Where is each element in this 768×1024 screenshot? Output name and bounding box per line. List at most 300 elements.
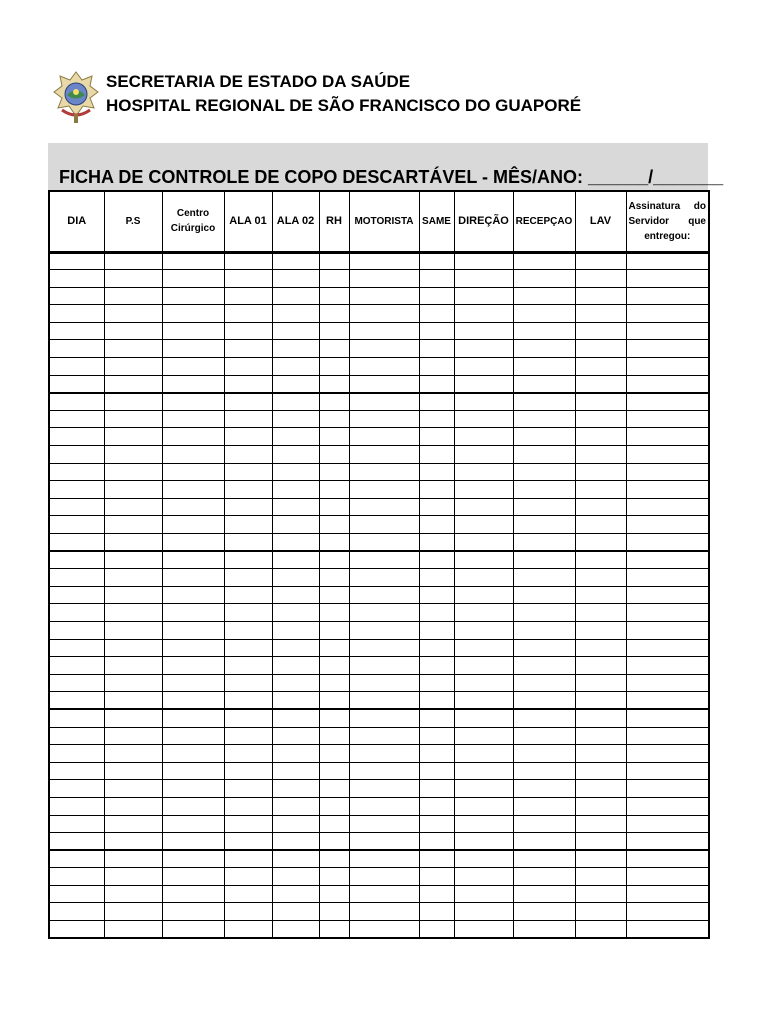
- table-cell[interactable]: [224, 621, 272, 639]
- table-cell[interactable]: [49, 762, 104, 780]
- table-cell[interactable]: [626, 850, 709, 868]
- table-cell[interactable]: [513, 270, 575, 288]
- table-cell[interactable]: [224, 569, 272, 587]
- table-cell[interactable]: [162, 463, 224, 481]
- table-cell[interactable]: [454, 481, 513, 499]
- table-cell[interactable]: [272, 551, 319, 569]
- table-cell[interactable]: [419, 516, 454, 534]
- table-cell[interactable]: [626, 727, 709, 745]
- table-cell[interactable]: [162, 446, 224, 464]
- table-cell[interactable]: [319, 815, 349, 833]
- table-cell[interactable]: [454, 410, 513, 428]
- table-cell[interactable]: [419, 709, 454, 727]
- table-cell[interactable]: [319, 797, 349, 815]
- table-cell[interactable]: [224, 322, 272, 340]
- table-cell[interactable]: [104, 428, 162, 446]
- table-cell[interactable]: [575, 780, 626, 798]
- table-cell[interactable]: [49, 393, 104, 411]
- table-cell[interactable]: [224, 762, 272, 780]
- table-cell[interactable]: [513, 569, 575, 587]
- table-cell[interactable]: [454, 621, 513, 639]
- table-cell[interactable]: [575, 621, 626, 639]
- table-cell[interactable]: [513, 463, 575, 481]
- table-cell[interactable]: [224, 410, 272, 428]
- table-cell[interactable]: [349, 903, 419, 921]
- table-cell[interactable]: [349, 393, 419, 411]
- table-cell[interactable]: [49, 569, 104, 587]
- table-cell[interactable]: [626, 657, 709, 675]
- table-cell[interactable]: [104, 780, 162, 798]
- table-cell[interactable]: [272, 657, 319, 675]
- table-cell[interactable]: [104, 833, 162, 851]
- table-cell[interactable]: [49, 534, 104, 552]
- table-cell[interactable]: [104, 569, 162, 587]
- table-cell[interactable]: [319, 780, 349, 798]
- table-cell[interactable]: [104, 745, 162, 763]
- table-cell[interactable]: [319, 428, 349, 446]
- table-cell[interactable]: [162, 516, 224, 534]
- table-cell[interactable]: [626, 745, 709, 763]
- table-cell[interactable]: [513, 621, 575, 639]
- table-cell[interactable]: [575, 322, 626, 340]
- table-cell[interactable]: [104, 868, 162, 886]
- table-cell[interactable]: [104, 797, 162, 815]
- table-cell[interactable]: [419, 428, 454, 446]
- table-cell[interactable]: [575, 815, 626, 833]
- table-cell[interactable]: [319, 358, 349, 376]
- table-cell[interactable]: [454, 833, 513, 851]
- table-cell[interactable]: [349, 815, 419, 833]
- table-cell[interactable]: [162, 692, 224, 710]
- table-cell[interactable]: [626, 516, 709, 534]
- table-cell[interactable]: [162, 375, 224, 393]
- table-cell[interactable]: [626, 375, 709, 393]
- table-cell[interactable]: [224, 885, 272, 903]
- table-cell[interactable]: [319, 270, 349, 288]
- table-cell[interactable]: [272, 446, 319, 464]
- table-cell[interactable]: [419, 692, 454, 710]
- table-cell[interactable]: [104, 903, 162, 921]
- table-cell[interactable]: [272, 252, 319, 270]
- table-cell[interactable]: [319, 903, 349, 921]
- table-cell[interactable]: [104, 727, 162, 745]
- table-cell[interactable]: [454, 375, 513, 393]
- table-cell[interactable]: [224, 833, 272, 851]
- table-cell[interactable]: [49, 727, 104, 745]
- table-cell[interactable]: [454, 903, 513, 921]
- table-cell[interactable]: [513, 375, 575, 393]
- table-cell[interactable]: [104, 657, 162, 675]
- table-cell[interactable]: [272, 709, 319, 727]
- table-cell[interactable]: [104, 410, 162, 428]
- table-cell[interactable]: [454, 569, 513, 587]
- table-cell[interactable]: [49, 375, 104, 393]
- table-cell[interactable]: [626, 868, 709, 886]
- table-cell[interactable]: [224, 692, 272, 710]
- table-cell[interactable]: [626, 393, 709, 411]
- table-cell[interactable]: [349, 516, 419, 534]
- table-cell[interactable]: [419, 604, 454, 622]
- table-cell[interactable]: [575, 674, 626, 692]
- table-cell[interactable]: [49, 586, 104, 604]
- table-cell[interactable]: [513, 287, 575, 305]
- table-cell[interactable]: [454, 252, 513, 270]
- table-cell[interactable]: [575, 446, 626, 464]
- table-cell[interactable]: [162, 428, 224, 446]
- table-cell[interactable]: [575, 252, 626, 270]
- table-cell[interactable]: [349, 410, 419, 428]
- table-cell[interactable]: [104, 322, 162, 340]
- table-cell[interactable]: [49, 674, 104, 692]
- table-cell[interactable]: [272, 586, 319, 604]
- table-cell[interactable]: [49, 358, 104, 376]
- table-cell[interactable]: [162, 252, 224, 270]
- table-cell[interactable]: [49, 463, 104, 481]
- table-cell[interactable]: [419, 340, 454, 358]
- table-cell[interactable]: [349, 446, 419, 464]
- table-cell[interactable]: [162, 410, 224, 428]
- table-cell[interactable]: [626, 797, 709, 815]
- table-cell[interactable]: [224, 481, 272, 499]
- table-cell[interactable]: [513, 762, 575, 780]
- table-cell[interactable]: [575, 745, 626, 763]
- table-cell[interactable]: [162, 833, 224, 851]
- table-cell[interactable]: [162, 727, 224, 745]
- table-cell[interactable]: [349, 657, 419, 675]
- table-cell[interactable]: [349, 551, 419, 569]
- table-cell[interactable]: [513, 393, 575, 411]
- table-cell[interactable]: [419, 797, 454, 815]
- table-cell[interactable]: [349, 780, 419, 798]
- table-cell[interactable]: [272, 674, 319, 692]
- table-cell[interactable]: [224, 586, 272, 604]
- table-cell[interactable]: [513, 868, 575, 886]
- table-cell[interactable]: [513, 446, 575, 464]
- table-cell[interactable]: [419, 446, 454, 464]
- table-cell[interactable]: [319, 639, 349, 657]
- table-cell[interactable]: [272, 340, 319, 358]
- table-cell[interactable]: [419, 358, 454, 376]
- table-cell[interactable]: [272, 481, 319, 499]
- table-cell[interactable]: [575, 657, 626, 675]
- table-cell[interactable]: [49, 797, 104, 815]
- table-cell[interactable]: [575, 709, 626, 727]
- table-cell[interactable]: [575, 340, 626, 358]
- table-cell[interactable]: [272, 375, 319, 393]
- table-cell[interactable]: [513, 481, 575, 499]
- table-cell[interactable]: [224, 780, 272, 798]
- table-cell[interactable]: [162, 850, 224, 868]
- table-cell[interactable]: [104, 287, 162, 305]
- table-cell[interactable]: [319, 498, 349, 516]
- table-cell[interactable]: [319, 375, 349, 393]
- table-cell[interactable]: [454, 657, 513, 675]
- table-cell[interactable]: [319, 727, 349, 745]
- table-cell[interactable]: [513, 498, 575, 516]
- table-cell[interactable]: [575, 463, 626, 481]
- table-cell[interactable]: [454, 797, 513, 815]
- table-cell[interactable]: [513, 692, 575, 710]
- table-cell[interactable]: [419, 833, 454, 851]
- table-cell[interactable]: [104, 270, 162, 288]
- table-cell[interactable]: [104, 674, 162, 692]
- table-cell[interactable]: [454, 305, 513, 323]
- table-cell[interactable]: [626, 639, 709, 657]
- table-cell[interactable]: [419, 375, 454, 393]
- table-cell[interactable]: [454, 727, 513, 745]
- table-cell[interactable]: [104, 498, 162, 516]
- table-cell[interactable]: [513, 833, 575, 851]
- table-cell[interactable]: [224, 727, 272, 745]
- table-cell[interactable]: [513, 639, 575, 657]
- table-cell[interactable]: [162, 797, 224, 815]
- table-cell[interactable]: [575, 358, 626, 376]
- table-cell[interactable]: [272, 305, 319, 323]
- table-cell[interactable]: [224, 498, 272, 516]
- table-cell[interactable]: [49, 621, 104, 639]
- table-cell[interactable]: [272, 358, 319, 376]
- table-cell[interactable]: [162, 481, 224, 499]
- table-cell[interactable]: [575, 797, 626, 815]
- table-cell[interactable]: [513, 921, 575, 939]
- table-cell[interactable]: [272, 604, 319, 622]
- table-cell[interactable]: [349, 270, 419, 288]
- table-cell[interactable]: [419, 481, 454, 499]
- table-cell[interactable]: [575, 586, 626, 604]
- table-cell[interactable]: [104, 375, 162, 393]
- table-cell[interactable]: [626, 903, 709, 921]
- table-cell[interactable]: [49, 921, 104, 939]
- table-cell[interactable]: [513, 305, 575, 323]
- table-cell[interactable]: [454, 498, 513, 516]
- table-cell[interactable]: [319, 340, 349, 358]
- table-cell[interactable]: [575, 604, 626, 622]
- table-cell[interactable]: [272, 393, 319, 411]
- table-cell[interactable]: [626, 833, 709, 851]
- table-cell[interactable]: [319, 921, 349, 939]
- table-cell[interactable]: [513, 604, 575, 622]
- table-cell[interactable]: [349, 463, 419, 481]
- table-cell[interactable]: [49, 692, 104, 710]
- table-cell[interactable]: [319, 709, 349, 727]
- table-cell[interactable]: [349, 885, 419, 903]
- table-cell[interactable]: [419, 727, 454, 745]
- table-cell[interactable]: [162, 709, 224, 727]
- table-cell[interactable]: [349, 797, 419, 815]
- table-cell[interactable]: [319, 516, 349, 534]
- table-cell[interactable]: [419, 815, 454, 833]
- table-cell[interactable]: [626, 252, 709, 270]
- table-cell[interactable]: [575, 551, 626, 569]
- table-cell[interactable]: [319, 674, 349, 692]
- table-cell[interactable]: [454, 868, 513, 886]
- table-cell[interactable]: [575, 481, 626, 499]
- table-cell[interactable]: [162, 586, 224, 604]
- table-cell[interactable]: [513, 516, 575, 534]
- table-cell[interactable]: [104, 586, 162, 604]
- table-cell[interactable]: [224, 903, 272, 921]
- table-cell[interactable]: [419, 586, 454, 604]
- table-cell[interactable]: [49, 322, 104, 340]
- table-cell[interactable]: [272, 797, 319, 815]
- table-cell[interactable]: [419, 498, 454, 516]
- table-cell[interactable]: [104, 358, 162, 376]
- table-cell[interactable]: [349, 287, 419, 305]
- table-cell[interactable]: [349, 428, 419, 446]
- table-cell[interactable]: [224, 270, 272, 288]
- table-cell[interactable]: [272, 780, 319, 798]
- table-cell[interactable]: [513, 410, 575, 428]
- table-cell[interactable]: [49, 252, 104, 270]
- table-cell[interactable]: [319, 586, 349, 604]
- table-cell[interactable]: [349, 762, 419, 780]
- table-cell[interactable]: [272, 903, 319, 921]
- table-cell[interactable]: [454, 604, 513, 622]
- table-cell[interactable]: [513, 727, 575, 745]
- table-cell[interactable]: [162, 903, 224, 921]
- table-cell[interactable]: [454, 745, 513, 763]
- table-cell[interactable]: [419, 287, 454, 305]
- table-cell[interactable]: [575, 534, 626, 552]
- table-cell[interactable]: [49, 498, 104, 516]
- table-cell[interactable]: [49, 868, 104, 886]
- table-cell[interactable]: [575, 410, 626, 428]
- table-cell[interactable]: [454, 815, 513, 833]
- table-cell[interactable]: [104, 850, 162, 868]
- table-cell[interactable]: [419, 745, 454, 763]
- table-cell[interactable]: [224, 463, 272, 481]
- table-cell[interactable]: [104, 446, 162, 464]
- table-cell[interactable]: [575, 428, 626, 446]
- table-cell[interactable]: [349, 833, 419, 851]
- table-cell[interactable]: [104, 516, 162, 534]
- table-cell[interactable]: [224, 745, 272, 763]
- table-cell[interactable]: [454, 639, 513, 657]
- table-cell[interactable]: [419, 921, 454, 939]
- table-cell[interactable]: [104, 481, 162, 499]
- table-cell[interactable]: [454, 586, 513, 604]
- table-cell[interactable]: [162, 657, 224, 675]
- table-cell[interactable]: [162, 270, 224, 288]
- table-cell[interactable]: [454, 322, 513, 340]
- table-cell[interactable]: [419, 252, 454, 270]
- table-cell[interactable]: [513, 322, 575, 340]
- table-cell[interactable]: [319, 322, 349, 340]
- table-cell[interactable]: [626, 885, 709, 903]
- table-cell[interactable]: [224, 534, 272, 552]
- table-cell[interactable]: [104, 252, 162, 270]
- table-cell[interactable]: [575, 850, 626, 868]
- table-cell[interactable]: [454, 921, 513, 939]
- table-cell[interactable]: [272, 463, 319, 481]
- table-cell[interactable]: [224, 446, 272, 464]
- table-cell[interactable]: [319, 287, 349, 305]
- table-cell[interactable]: [162, 885, 224, 903]
- table-cell[interactable]: [349, 569, 419, 587]
- table-cell[interactable]: [349, 604, 419, 622]
- table-cell[interactable]: [626, 322, 709, 340]
- table-cell[interactable]: [349, 921, 419, 939]
- table-cell[interactable]: [626, 551, 709, 569]
- table-cell[interactable]: [272, 762, 319, 780]
- table-cell[interactable]: [319, 762, 349, 780]
- table-cell[interactable]: [419, 885, 454, 903]
- table-cell[interactable]: [319, 534, 349, 552]
- table-cell[interactable]: [626, 780, 709, 798]
- table-cell[interactable]: [49, 516, 104, 534]
- table-cell[interactable]: [349, 340, 419, 358]
- table-cell[interactable]: [349, 709, 419, 727]
- table-cell[interactable]: [272, 868, 319, 886]
- table-cell[interactable]: [104, 885, 162, 903]
- table-cell[interactable]: [162, 604, 224, 622]
- table-cell[interactable]: [319, 410, 349, 428]
- table-cell[interactable]: [349, 375, 419, 393]
- table-cell[interactable]: [319, 463, 349, 481]
- table-cell[interactable]: [272, 833, 319, 851]
- table-cell[interactable]: [575, 885, 626, 903]
- table-cell[interactable]: [419, 903, 454, 921]
- table-cell[interactable]: [575, 903, 626, 921]
- table-cell[interactable]: [272, 621, 319, 639]
- table-cell[interactable]: [272, 534, 319, 552]
- table-cell[interactable]: [49, 481, 104, 499]
- table-cell[interactable]: [272, 410, 319, 428]
- table-cell[interactable]: [104, 305, 162, 323]
- table-cell[interactable]: [626, 481, 709, 499]
- table-cell[interactable]: [104, 393, 162, 411]
- table-cell[interactable]: [419, 270, 454, 288]
- table-cell[interactable]: [104, 621, 162, 639]
- table-cell[interactable]: [162, 498, 224, 516]
- table-cell[interactable]: [349, 727, 419, 745]
- table-cell[interactable]: [419, 657, 454, 675]
- table-cell[interactable]: [513, 745, 575, 763]
- table-cell[interactable]: [349, 322, 419, 340]
- table-cell[interactable]: [419, 850, 454, 868]
- table-cell[interactable]: [162, 745, 224, 763]
- table-cell[interactable]: [626, 534, 709, 552]
- table-cell[interactable]: [319, 569, 349, 587]
- table-cell[interactable]: [319, 745, 349, 763]
- table-cell[interactable]: [454, 850, 513, 868]
- table-cell[interactable]: [575, 498, 626, 516]
- table-cell[interactable]: [575, 393, 626, 411]
- table-cell[interactable]: [419, 639, 454, 657]
- table-cell[interactable]: [626, 674, 709, 692]
- table-cell[interactable]: [224, 868, 272, 886]
- table-cell[interactable]: [224, 551, 272, 569]
- table-cell[interactable]: [319, 868, 349, 886]
- table-cell[interactable]: [49, 410, 104, 428]
- table-cell[interactable]: [454, 780, 513, 798]
- table-cell[interactable]: [104, 551, 162, 569]
- table-cell[interactable]: [224, 516, 272, 534]
- table-cell[interactable]: [162, 921, 224, 939]
- table-cell[interactable]: [626, 621, 709, 639]
- table-cell[interactable]: [272, 516, 319, 534]
- table-cell[interactable]: [626, 428, 709, 446]
- table-cell[interactable]: [626, 340, 709, 358]
- table-cell[interactable]: [272, 569, 319, 587]
- table-cell[interactable]: [626, 305, 709, 323]
- table-cell[interactable]: [319, 885, 349, 903]
- table-cell[interactable]: [575, 569, 626, 587]
- table-cell[interactable]: [224, 639, 272, 657]
- table-cell[interactable]: [513, 815, 575, 833]
- table-cell[interactable]: [419, 780, 454, 798]
- table-cell[interactable]: [49, 428, 104, 446]
